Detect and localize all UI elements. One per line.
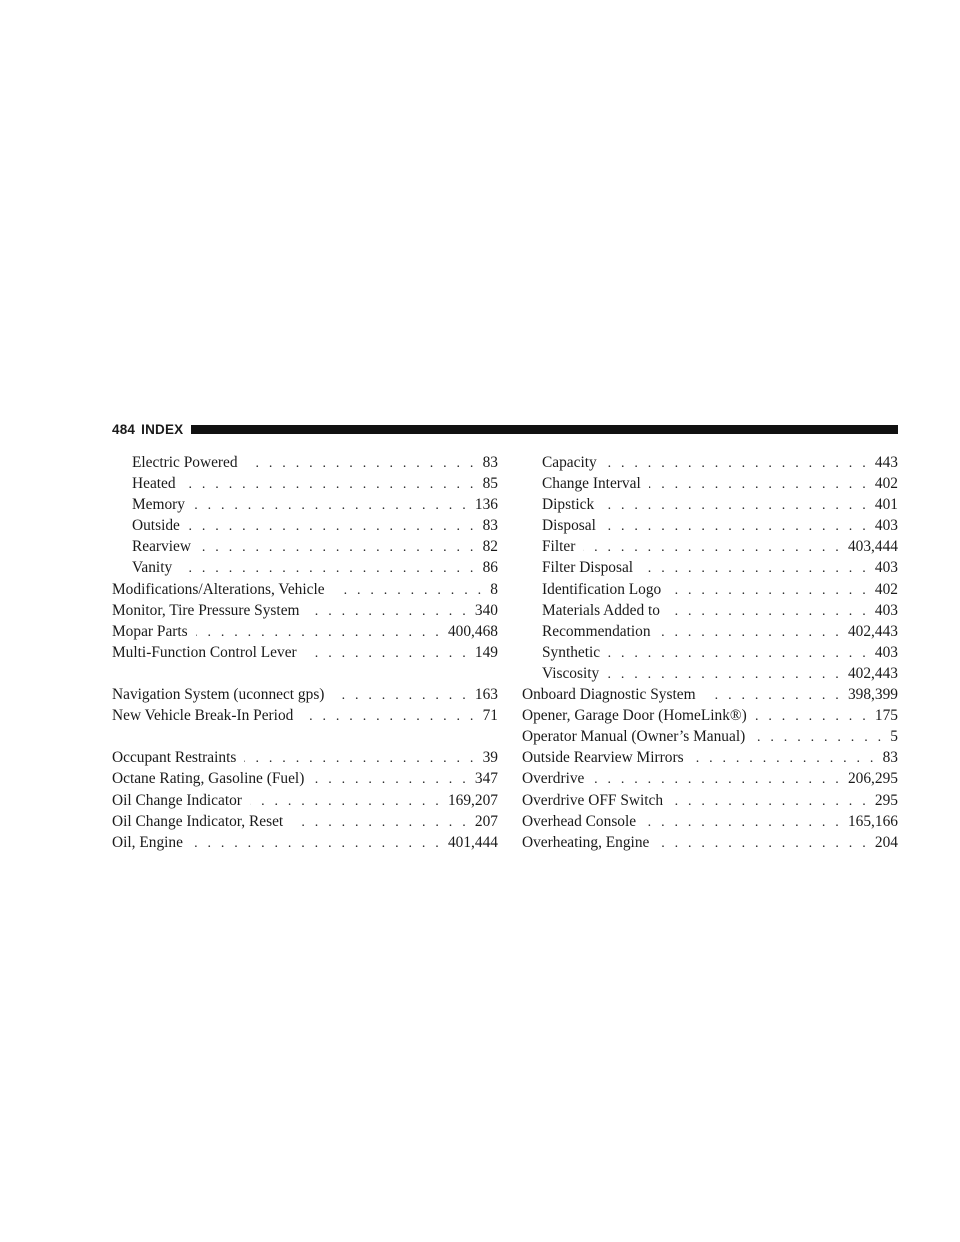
- index-subentry: [522, 452, 898, 473]
- index-entry: [112, 768, 498, 789]
- dot-leader: [308, 601, 469, 622]
- page-header: [112, 418, 898, 440]
- entry-page-ref: 347: [474, 770, 498, 788]
- dot-leader: [755, 706, 869, 727]
- entry-page-ref: 403,444: [847, 538, 898, 556]
- index-entry: [112, 600, 498, 621]
- entry-page-ref: 403: [874, 643, 898, 661]
- entry-label: Overheating, Engine: [522, 833, 650, 851]
- entry-label: Monitor, Tire Pressure System: [112, 601, 300, 619]
- entry-label: Recommendation: [542, 622, 651, 640]
- dot-leader: [332, 685, 468, 706]
- dot-leader: [704, 685, 842, 706]
- dot-leader: [180, 558, 476, 579]
- index-subentry: [522, 515, 898, 536]
- dot-leader: [668, 601, 869, 622]
- entry-label: Mopar Parts: [112, 622, 188, 640]
- index-subentry: [112, 473, 498, 494]
- dot-leader: [692, 748, 877, 769]
- entry-label: Viscosity: [542, 664, 600, 682]
- entry-page-ref: 82: [482, 538, 498, 556]
- dot-leader: [592, 769, 842, 790]
- entry-label: Oil, Engine: [112, 833, 183, 851]
- index-subentry: [112, 452, 498, 473]
- index-subentry: [522, 557, 898, 578]
- entry-label: Heated: [132, 475, 176, 493]
- entry-page-ref: 403: [874, 517, 898, 535]
- index-subentry: [522, 600, 898, 621]
- dot-leader: [191, 833, 442, 854]
- page-number: 484: [112, 421, 136, 437]
- dot-leader: [333, 580, 485, 601]
- dot-leader: [312, 769, 469, 790]
- entry-label: Overhead Console: [522, 812, 637, 830]
- index-subentry: [112, 557, 498, 578]
- entry-page-ref: 5: [890, 728, 898, 746]
- entry-label: Capacity: [542, 454, 597, 471]
- entry-label: Identification Logo: [542, 580, 662, 598]
- entry-label: Multi-Function Control Lever: [112, 643, 297, 661]
- entry-label: Modifications/Alterations, Vehicle: [112, 580, 325, 598]
- dot-leader: [291, 812, 469, 833]
- entry-label: Oil Change Indicator: [112, 791, 242, 809]
- entry-page-ref: 403: [874, 601, 898, 619]
- section-title: INDEX: [141, 421, 184, 437]
- entry-page-ref: 169,207: [447, 791, 498, 809]
- dot-leader: [188, 516, 477, 537]
- entry-label: Filter: [542, 538, 576, 556]
- entry-label: Electric Powered: [132, 454, 238, 471]
- index-entry: [112, 832, 498, 853]
- index-subentry: [112, 494, 498, 515]
- dot-leader: [644, 812, 842, 833]
- dot-leader: [583, 537, 842, 558]
- entry-label: Disposal: [542, 517, 596, 535]
- index-subentry: [522, 642, 898, 663]
- entry-page-ref: 402,443: [847, 622, 898, 640]
- entry-label: Outside Rearview Mirrors: [522, 749, 684, 767]
- entry-page-ref: 136: [474, 496, 498, 514]
- index-entry: [112, 684, 498, 705]
- index-subentry: [112, 515, 498, 536]
- index-column-right: [522, 452, 898, 853]
- entry-label: Memory: [132, 496, 186, 514]
- index-entry: [112, 579, 498, 600]
- index-subentry: [112, 536, 498, 557]
- entry-label: Outside: [132, 517, 180, 535]
- entry-page-ref: 149: [474, 643, 498, 661]
- header-rule: [191, 425, 898, 434]
- entry-label: Materials Added to: [542, 601, 660, 619]
- dot-leader: [199, 537, 477, 558]
- index-entry: [522, 811, 898, 832]
- index-column-left: [112, 452, 498, 853]
- dot-leader: [607, 664, 842, 685]
- entry-page-ref: 83: [882, 749, 898, 767]
- entry-page-ref: 340: [474, 601, 498, 619]
- entry-page-ref: 207: [474, 812, 498, 830]
- index-entry: [112, 790, 498, 811]
- entry-label: New Vehicle Break-In Period: [112, 707, 294, 725]
- entry-page-ref: 206,295: [847, 770, 898, 788]
- index-subentry: [522, 536, 898, 557]
- dot-leader: [305, 643, 469, 664]
- entry-page-ref: 83: [482, 454, 498, 471]
- dot-leader: [250, 791, 442, 812]
- entry-page-ref: 402,443: [847, 664, 898, 682]
- dot-leader: [604, 516, 869, 537]
- index-entry: [112, 621, 498, 642]
- index-entry: [522, 768, 898, 789]
- dot-leader: [244, 748, 476, 769]
- section-gap: [112, 663, 498, 684]
- entry-page-ref: 401: [874, 496, 898, 514]
- index-entry: [112, 705, 498, 726]
- entry-label: Navigation System (uconnect gps): [112, 686, 325, 704]
- index-subentry: [522, 579, 898, 600]
- dot-leader: [301, 706, 476, 727]
- dot-leader: [193, 495, 469, 516]
- dot-leader: [608, 643, 869, 664]
- dot-leader: [184, 474, 477, 495]
- entry-page-ref: 402: [874, 475, 898, 493]
- index-entry: [522, 705, 898, 726]
- index-entry: [522, 747, 898, 768]
- entry-page-ref: 443: [874, 454, 898, 471]
- entry-page-ref: 204: [874, 833, 898, 851]
- entry-label: Filter Disposal: [542, 559, 634, 577]
- dot-leader: [605, 453, 869, 474]
- section-gap: [112, 726, 498, 747]
- index-entry: [112, 747, 498, 768]
- dot-leader: [246, 453, 477, 474]
- entry-page-ref: 402: [874, 580, 898, 598]
- dot-leader: [671, 791, 869, 812]
- entry-label: Oil Change Indicator, Reset: [112, 812, 284, 830]
- dot-leader: [641, 558, 869, 579]
- entry-label: Opener, Garage Door (HomeLink®): [522, 707, 747, 725]
- entry-page-ref: 398,399: [847, 686, 898, 704]
- dot-leader: [659, 622, 842, 643]
- entry-page-ref: 295: [874, 791, 898, 809]
- entry-label: Rearview: [132, 538, 191, 556]
- index-entry: [112, 642, 498, 663]
- entry-label: Synthetic: [542, 643, 601, 661]
- entry-page-ref: 400,468: [447, 622, 498, 640]
- index-entry: [522, 832, 898, 853]
- entry-label: Dipstick: [542, 496, 595, 514]
- entry-page-ref: 175: [874, 707, 898, 725]
- entry-page-ref: 403: [874, 559, 898, 577]
- header-text: [112, 422, 183, 437]
- entry-page-ref: 71: [482, 707, 498, 725]
- entry-page-ref: 165,166: [847, 812, 898, 830]
- dot-leader: [602, 495, 869, 516]
- entry-page-ref: 401,444: [447, 833, 498, 851]
- entry-page-ref: 86: [482, 559, 498, 577]
- dot-leader: [753, 727, 884, 748]
- entry-page-ref: 163: [474, 686, 498, 704]
- entry-label: Overdrive OFF Switch: [522, 791, 664, 809]
- entry-page-ref: 8: [490, 580, 498, 598]
- entry-label: Occupant Restraints: [112, 749, 237, 767]
- index-subentry: [522, 621, 898, 642]
- entry-label: Vanity: [132, 559, 173, 577]
- index-entry: [522, 790, 898, 811]
- entry-label: Overdrive: [522, 770, 585, 788]
- dot-leader: [669, 580, 869, 601]
- dot-leader: [657, 833, 869, 854]
- dot-leader: [649, 474, 869, 495]
- index-entry: [112, 811, 498, 832]
- entry-label: Onboard Diagnostic System: [522, 686, 696, 704]
- entry-page-ref: 83: [482, 517, 498, 535]
- index-subentry: [522, 494, 898, 515]
- entry-label: Operator Manual (Owner’s Manual): [522, 728, 746, 746]
- index-subentry: [522, 663, 898, 684]
- entry-page-ref: 85: [482, 475, 498, 493]
- entry-label: Octane Rating, Gasoline (Fuel): [112, 770, 305, 788]
- entry-label: Change Interval: [542, 475, 641, 493]
- dot-leader: [196, 622, 442, 643]
- index-entry: [522, 726, 898, 747]
- index-subentry: [522, 473, 898, 494]
- index-entry: [522, 684, 898, 705]
- entry-page-ref: 39: [482, 749, 498, 767]
